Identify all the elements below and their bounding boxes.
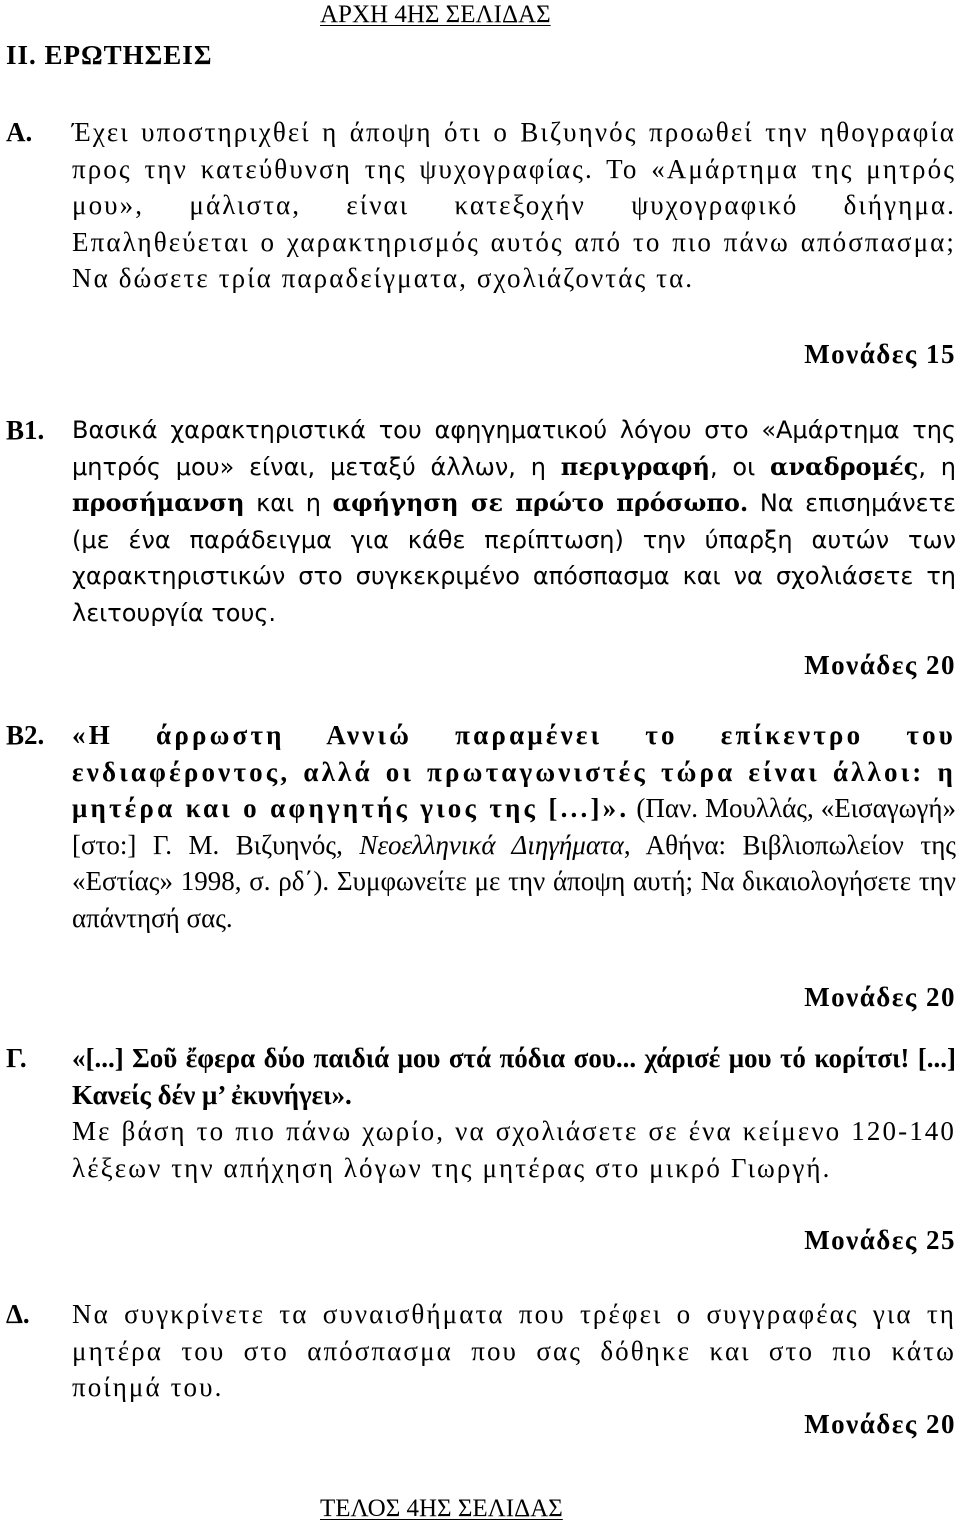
bold-term: αφήγηση σε πρώτο πρόσωπο. bbox=[332, 488, 749, 517]
question-label: Α. bbox=[6, 117, 33, 147]
points-c: Μονάδες 25 bbox=[804, 1225, 956, 1255]
question-label: Γ. bbox=[6, 1043, 27, 1073]
section-title: ΙΙ. ΕΡΩΤΗΣΕΙΣ bbox=[6, 40, 213, 70]
question-b2-text bbox=[72, 717, 956, 936]
question-d-text: Να συγκρίνετε τα συναισθήματα που τρέφει ο συγγραφέας για τη μητέρα του στο απόσπασμα που σας δόθηκε και στο πιο κάτω ποίημά του. bbox=[72, 1299, 956, 1402]
page-header: ΑΡΧΗ 4ΗΣ ΣΕΛΙΔΑΣ bbox=[320, 1, 551, 28]
question-text bbox=[72, 1040, 956, 1186]
points-b1: Μονάδες 20 bbox=[804, 650, 956, 680]
text-run: , η bbox=[918, 452, 956, 481]
points-a: Μονάδες 15 bbox=[804, 339, 956, 369]
question-text bbox=[72, 1296, 956, 1406]
question-c-text: Με βάση το πιο πάνω χωρίο, να σχολιάσετε σε ένα κείμενο 120-140 λέξεων την απήχηση λόγων της μητέρας στο μικρό Γιωργή. bbox=[72, 1116, 956, 1183]
question-text bbox=[72, 717, 956, 936]
book-title: Νεοελληνικά Διηγήματα bbox=[359, 829, 624, 860]
question-label: Β2. bbox=[6, 720, 45, 750]
text-run: Να επισημάνετε (με ένα παράδειγμα για κάθε περίπτωση) την ύπαρξη αυτών των χαρακτηριστικών στο συγκεκριμένο απόσπασμα και να σχολιάσετε τη λειτουργία τους. bbox=[72, 489, 957, 627]
question-text bbox=[72, 114, 956, 297]
points-d: Μονάδες 20 bbox=[804, 1409, 956, 1439]
page-footer: ΤΕΛΟΣ 4ΗΣ ΣΕΛΙΔΑΣ bbox=[320, 1495, 563, 1522]
bold-term: περιγραφή bbox=[560, 451, 710, 481]
points-b2: Μονάδες 20 bbox=[804, 982, 956, 1012]
question-a-text: Έχει υποστηριχθεί η άποψη ότι ο Βιζυηνός προωθεί την ηθογραφία προς την κατεύθυνση της ψυχογραφίας. Το «Αμάρτημα της μητρός μου», μάλιστα, είναι κατεξοχήν ψυχογραφικό διήγημα. Επαληθεύεται ο χαρακτηρισμός αυτός από το πιο πάνω απόσπασμα; Να δώσετε τρία παραδείγματα, σχολιάζοντάς τα. bbox=[72, 117, 956, 293]
question-label: Β1. bbox=[6, 415, 45, 445]
question-label: Δ. bbox=[6, 1299, 30, 1329]
text-run: (Παν. Μουλλάς, «Εισαγωγή» [στο:] Γ. Μ. Βιζυηνός, bbox=[72, 793, 956, 860]
text-run: , οι bbox=[709, 452, 770, 481]
text-run: και η bbox=[244, 489, 333, 517]
text-run: , Αθήνα: Βιβλιοπωλείον της «Εστίας» 1998, σ. ρδ΄). Συμφωνείτε με την άποψη αυτή; Να δικαιολογήσετε την απάντησή σας. bbox=[72, 829, 956, 933]
bold-term: προσήμανση bbox=[72, 488, 245, 517]
question-text bbox=[72, 412, 956, 631]
quoted-passage: «Η άρρωστη Αννιώ παραμένει το επίκεντρο του ενδιαφέροντος, αλλά οι πρωταγωνιστές τώρα είναι άλλοι: η μητέρα και ο αφηγητής γιος της [...]». bbox=[72, 720, 956, 823]
text-run: Βασικά χαρακτηριστικά του αφηγηματικού λόγου στο «Αμάρτημα της μητρός μου» είναι, μεταξύ άλλων, η bbox=[72, 416, 956, 481]
question-b1-text bbox=[72, 412, 956, 631]
question-c-quote: «[...] Σοῦ ἔφερα δύο παιδιά μου στά πόδια σου... χάρισέ μου τό κορίτσι! [...] Κανείς δέν μ’ ἐκυνήγει». bbox=[72, 1043, 956, 1110]
bold-term: αναδρομές bbox=[770, 451, 919, 481]
